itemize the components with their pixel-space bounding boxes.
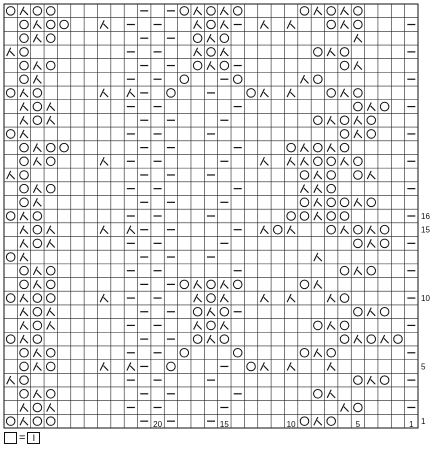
legend (4, 432, 40, 444)
legend-knit-symbol: I (32, 432, 36, 443)
col-number-label: 1 (409, 420, 414, 429)
col-number-label: 5 (355, 420, 361, 429)
row-number-label: 10 (421, 294, 430, 304)
col-number-label: 20 (153, 420, 163, 429)
row-number-label: 1 (421, 417, 426, 427)
legend-equals: = (19, 431, 26, 444)
legend-empty-square-icon (4, 432, 17, 444)
row-number-label: 5 (421, 362, 426, 372)
row-number-label: 16 (421, 212, 430, 221)
col-number-label: 10 (286, 420, 296, 429)
legend-knit-stitch-box (27, 432, 40, 444)
row-number-label: 15 (421, 225, 430, 235)
col-number-label: 15 (219, 420, 229, 429)
